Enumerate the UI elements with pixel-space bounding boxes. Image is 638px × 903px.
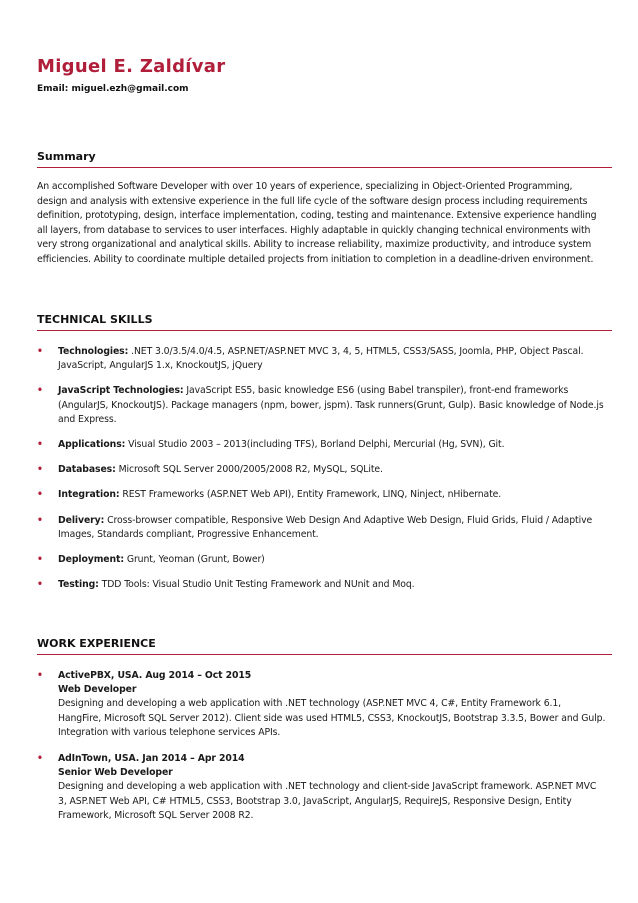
skill-text: REST Frameworks (ASP.NET Web API), Entity Framework, LINQ, Ninject, nHibernate. xyxy=(119,489,502,501)
skill-text: Microsoft SQL Server 2000/2005/2008 R2, MySQL, SQLite. xyxy=(115,464,383,476)
skill-label: Databases: xyxy=(58,464,116,476)
job-heading: AdInTown, USA. Jan 2014 – Apr 2014 xyxy=(58,753,245,765)
bullet-icon: • xyxy=(37,464,43,476)
skill-text: .NET 3.0/3.5/4.0/4.5, ASP.NET/ASP.NET MVC 3, 4, 5, HTML5, CSS3/SASS, Joomla, PHP, Object Pascal. JavaScript, AngularJS 1.x, KnockoutJS, jQuery xyxy=(58,346,584,372)
skill-text: Visual Studio 2003 – 2013(including TFS), Borland Delphi, Mercurial (Hg, SVN), Git. xyxy=(125,439,505,451)
skill-item xyxy=(37,384,607,427)
skill-text: TDD Tools: Visual Studio Unit Testing Framework and NUnit and Moq. xyxy=(98,579,415,591)
job-entry xyxy=(37,752,607,823)
skill-label: Delivery: xyxy=(58,514,105,526)
skill-item xyxy=(37,514,607,542)
skill-item xyxy=(37,488,607,502)
skill-item xyxy=(37,578,607,592)
skill-text: JavaScript ES5, basic knowledge ES6 (using Babel transpiler), front-end frameworks (AngularJS, KnockoutJS). Package managers (npm, bower, jspm). Task runners(Grunt, Gulp). Basic knowledge of Node.js and Express. xyxy=(58,385,604,425)
bullet-icon: • xyxy=(37,554,43,566)
skill-label: Integration: xyxy=(58,489,120,501)
skill-text: Grunt, Yeoman (Grunt, Bower) xyxy=(124,554,265,566)
skill-label: Deployment: xyxy=(58,554,124,566)
bullet-icon: • xyxy=(37,346,43,357)
bullet-icon: • xyxy=(37,514,43,526)
skill-label: Applications: xyxy=(58,439,126,451)
skill-item xyxy=(37,553,607,567)
bullet-icon: • xyxy=(37,670,43,681)
skill-label: Technologies: xyxy=(58,346,129,357)
skill-text: Cross-browser compatible, Responsive Web Design And Adaptive Web Design, Fluid Grids, Fluid / Adaptive Images, Standards compliant, Progressive Enhancement. xyxy=(58,514,593,540)
job-description: Designing and developing a web application with .NET technology (ASP.NET MVC 4, C#, Entity Framework 6.1, HangFire, Microsoft SQL Server 2012). Client side was used HTML5, CSS3, KnockoutJS, Bootstrap 3.3.5, Bower and Gulp. Integration with various telephone services APIs. xyxy=(58,698,606,738)
job-heading: ActivePBX, USA. Aug 2014 – Oct 2015 xyxy=(58,670,252,681)
work-experience-list xyxy=(37,669,607,835)
skill-item xyxy=(37,438,607,452)
skill-label: Testing: xyxy=(58,579,99,591)
skill-item xyxy=(37,463,607,477)
bullet-icon: • xyxy=(37,579,43,591)
bullet-icon: • xyxy=(37,439,43,451)
bullet-icon: • xyxy=(37,489,43,501)
bullet-icon: • xyxy=(37,385,43,397)
technical-skills-heading: TECHNICAL SKILLS xyxy=(37,313,612,331)
job-role: Web Developer xyxy=(58,684,137,696)
email-line: Email: miguel.ezh@gmail.com xyxy=(37,84,189,94)
technical-skills-list xyxy=(37,345,607,603)
job-role: Senior Web Developer xyxy=(58,767,173,779)
summary-heading: Summary xyxy=(37,150,612,168)
work-experience-heading: WORK EXPERIENCE xyxy=(37,637,612,655)
candidate-name: Miguel E. Zaldívar xyxy=(37,56,226,77)
job-description: Designing and developing a web application with .NET technology and client-side JavaScript framework. ASP.NET MVC 3, ASP.NET Web API, C# HTML5, CSS3, Bootstrap 3.0, JavaScript, AngularJS, RequireJS, Responsive Design, Entity Framework, Microsoft SQL Server 2008 R2. xyxy=(58,781,597,821)
bullet-icon: • xyxy=(37,753,43,765)
summary-text: An accomplished Software Developer with over 10 years of experience, specializing in Object-Oriented Programming, design and analysis with extensive experience in the full life cycle of the software design process including requirements definition, prototyping, design, interface implementation, coding, testing and maintenance. Extensive experience handling all layers, from database to services to user interfaces. Highly adaptable in quickly changing technical environments with very strong organizational and analytical skills. Ability to increase reliability, maximize productivity, and introduce system efficiencies. Ability to coordinate multiple detailed projects from initiation to completion in a deadline-driven environment. xyxy=(37,181,597,265)
skill-label: JavaScript Technologies: xyxy=(58,385,184,397)
job-entry xyxy=(37,669,607,740)
skill-item xyxy=(37,345,607,373)
